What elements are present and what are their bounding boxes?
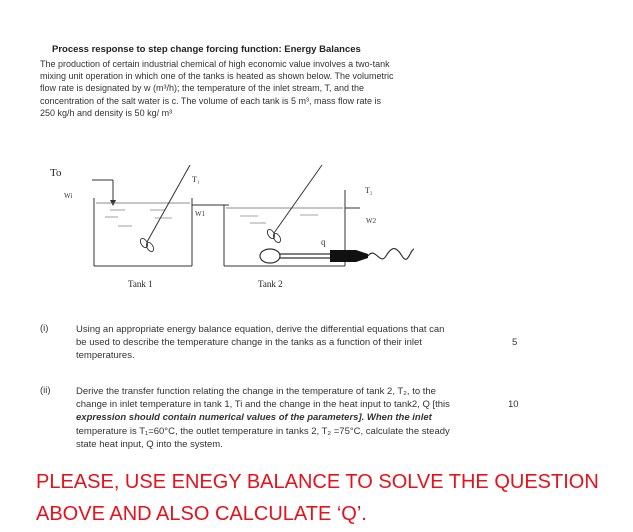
question-1-marks: 5: [512, 337, 518, 348]
question-1-line: be used to describe the temperature change in the tanks as a function of their inlet: [76, 337, 422, 349]
tank-2: [224, 190, 345, 266]
question-2-line: Derive the transfer function relating the change in the temperature of tank 2, T₂, to the: [76, 386, 436, 397]
question-1-text: [76, 323, 504, 363]
label-wi: Wi: [64, 192, 73, 200]
question-2-line: temperature is T₁=60°C, the outlet temperature in tanks 2, T₂ =75°C, calculate the steady: [76, 425, 450, 437]
label-t1: T₁: [192, 175, 200, 184]
label-t2: T₂: [365, 186, 373, 195]
question-2-text: [76, 385, 504, 451]
tank-1: [94, 198, 192, 266]
request-line-2: ABOVE AND ALSO CALCULATE ‘Q’.: [36, 503, 367, 525]
statement-line: mixing unit operation in which one of the tanks is heated as shown below. The volumetric: [40, 71, 394, 82]
request-line-1: PLEASE, USE ENEGY BALANCE TO SOLVE THE QUESTION: [36, 471, 599, 493]
question-2-number: (ii): [40, 385, 51, 396]
statement-line: The production of certain industrial chemical of high economic value involves a two-tank: [40, 59, 390, 69]
heater: [260, 249, 414, 264]
question-1-line: Using an appropriate energy balance equation, derive the differential equations that can: [76, 324, 445, 335]
question-1-line: temperatures.: [76, 350, 135, 362]
label-w1: W1: [195, 210, 206, 218]
question-2-line: change in inlet temperature in tank 1, Ti and the change in the heat input to tank2, Q [this: [76, 399, 450, 411]
problem-title: Process response to step change forcing function: Energy Balances: [52, 44, 361, 55]
label-q: q: [321, 237, 326, 247]
question-2-marks: 10: [508, 399, 519, 410]
question-2-line: state heat input, Q into the system.: [76, 438, 223, 450]
label-tank-2: Tank 2: [258, 279, 283, 289]
stirrer-tank-1: [139, 165, 190, 253]
stirrer-tank-2: [266, 165, 322, 244]
label-to: To: [50, 167, 62, 179]
question-1-number: (i): [40, 323, 49, 334]
statement-line: 250 kg/h and density is 50 kg/ m³: [40, 107, 173, 118]
label-w2: W2: [366, 217, 377, 225]
statement-line: concentration of the salt water is c. The volume of each tank is 5 m³, mass flow rate is: [40, 95, 381, 106]
inlet-pipe: [92, 180, 116, 206]
label-tank-1: Tank 1: [128, 279, 153, 289]
solution-request: [36, 466, 599, 530]
problem-statement: [40, 58, 460, 119]
question-2-line: expression should contain numerical values of the parameters]. When the inlet: [76, 412, 432, 424]
two-tank-diagram: [0, 150, 633, 300]
statement-line: flow rate is designated by w (m³/h); the temperature of the inlet stream, T, and the: [40, 83, 364, 94]
